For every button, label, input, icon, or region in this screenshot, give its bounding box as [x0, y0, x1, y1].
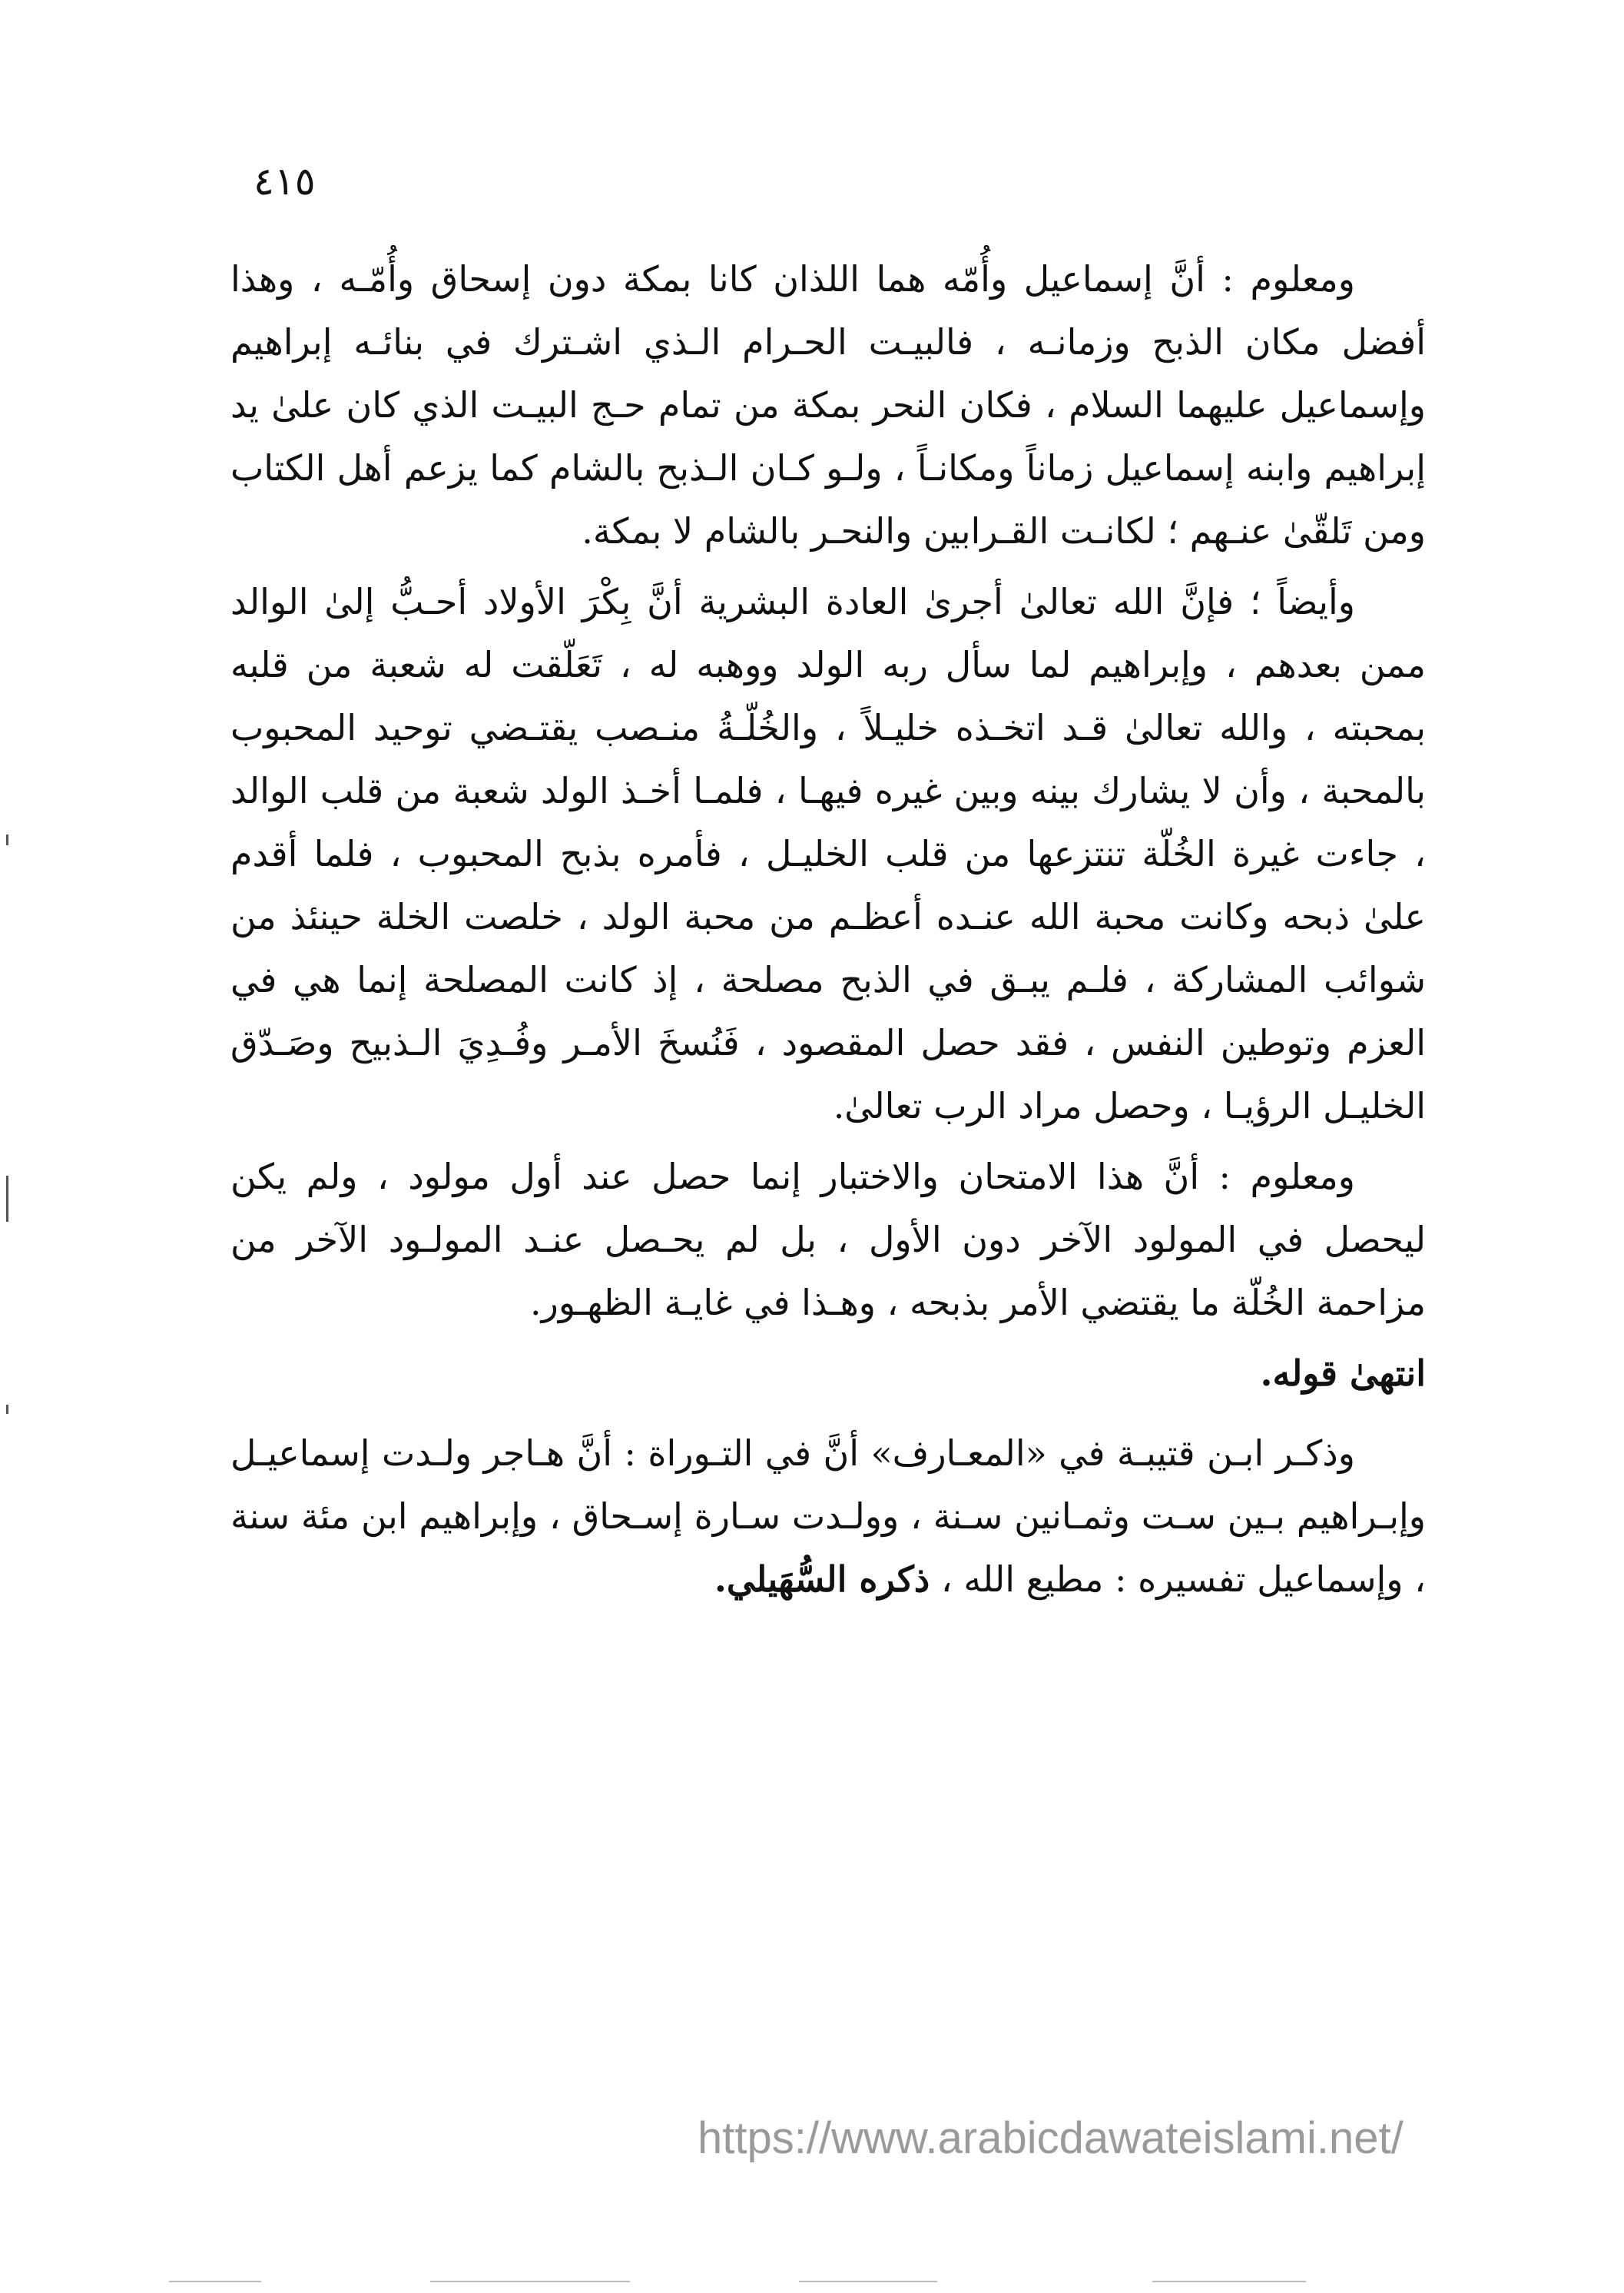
- paragraph-4-bold: ذكره السُّهَيلي.: [714, 1558, 930, 1600]
- paragraph-4-text: وذكـر ابـن قتيبـة في «المعـارف» أنَّ في التـوراة : أنَّ هـاجر ولـدت إسماعيـل وإبـراهيم بـين سـت وثمـانين سـنة ، وولـدت سـارة إسـحاق ، وإبراهيم ابن مئة سنة ، وإسماعيل تفسيره : مطيع الله ،: [230, 1432, 1426, 1600]
- scan-edge-line: [1152, 2281, 1306, 2282]
- scan-edge-line: [169, 2281, 261, 2282]
- paragraph-1: ومعلوم : أنَّ إسماعيل وأُمّه هما اللذان كانا بمكة دون إسحاق وأُمّـه ، وهذا أفضل مكان الذبح وزمانـه ، فالبيـت الحـرام الـذي اشـترك في بنائـه إبراهيم وإسماعيل عليهما السلام ، فكان النحر بمكة من تمام حـج البيـت الذي كان علىٰ يد إبراهيم وابنه إسماعيل زماناً ومكانـاً ، ولـو كـان الـذبح بالشام كما يزعم أهل الكتاب ومن تَلقّىٰ عنـهم ؛ لكانـت القـرابين والنحـر بالشام لا بمكة.: [230, 258, 1426, 552]
- watermark-url: https://www.arabicdawateislami.net/: [698, 2113, 1404, 2163]
- margin-mark: [6, 1176, 8, 1222]
- paragraph-3: ومعلوم : أنَّ هذا الامتحان والاختبار إنما حصل عند أول مولود ، ولم يكن ليحصل في المولود الآخر دون الأول ، بل لم يحـصل عنـد المولـود الآخر من مزاحمة الخُلّة ما يقتضي الأمر بذبحه ، وهـذا في غايـة الظهـور.: [230, 1156, 1426, 1323]
- margin-mark: [6, 835, 8, 845]
- main-text: [230, 247, 1426, 1618]
- closing-phrase: انتهىٰ قوله.: [1260, 1352, 1426, 1394]
- paragraph-4: [230, 1422, 1426, 1611]
- paragraph-2: وأيضاً ؛ فإنَّ الله تعالىٰ أجرىٰ العادة البشرية أنَّ بِكْرَ الأولاد أحـبُّ إلىٰ الوالد ممن بعدهم ، وإبراهيم لما سأل ربه الولد ووهبه له ، تَعَلّقت له شعبة من قلبه بمحبته ، والله تعالىٰ قـد اتخـذه خليـلاً ، والخُلّـةُ منـصب يقتـضي توحيد المحبوب بالمحبة ، وأن لا يشارك بينه وبين غيره فيهـا ، فلمـا أخـذ الولد شعبة من قلب الوالد ، جاءت غيرة الخُلّة تنتزعها من قلب الخليـل ، فأمره بذبح المحبوب ، فلما أقدم علىٰ ذبحه وكانت محبة الله عنـده أعظـم من محبة الولد ، خلصت الخلة حينئذ من شوائب المشاركة ، فلـم يبـق في الذبح مصلحة ، إذ كانت المصلحة إنما هي في العزم وتوطين النفس ، فقد حصل المقصود ، فَنُسخَ الأمـر وفُـدِيَ الـذبيح وصَـدّق الخليـل الرؤيـا ، وحصل مراد الرب تعالىٰ.: [230, 581, 1426, 1127]
- scan-edge-line: [799, 2281, 937, 2282]
- scan-edge-line: [430, 2281, 630, 2282]
- page-number: ٤١٥: [254, 159, 316, 204]
- margin-mark: [6, 1405, 8, 1414]
